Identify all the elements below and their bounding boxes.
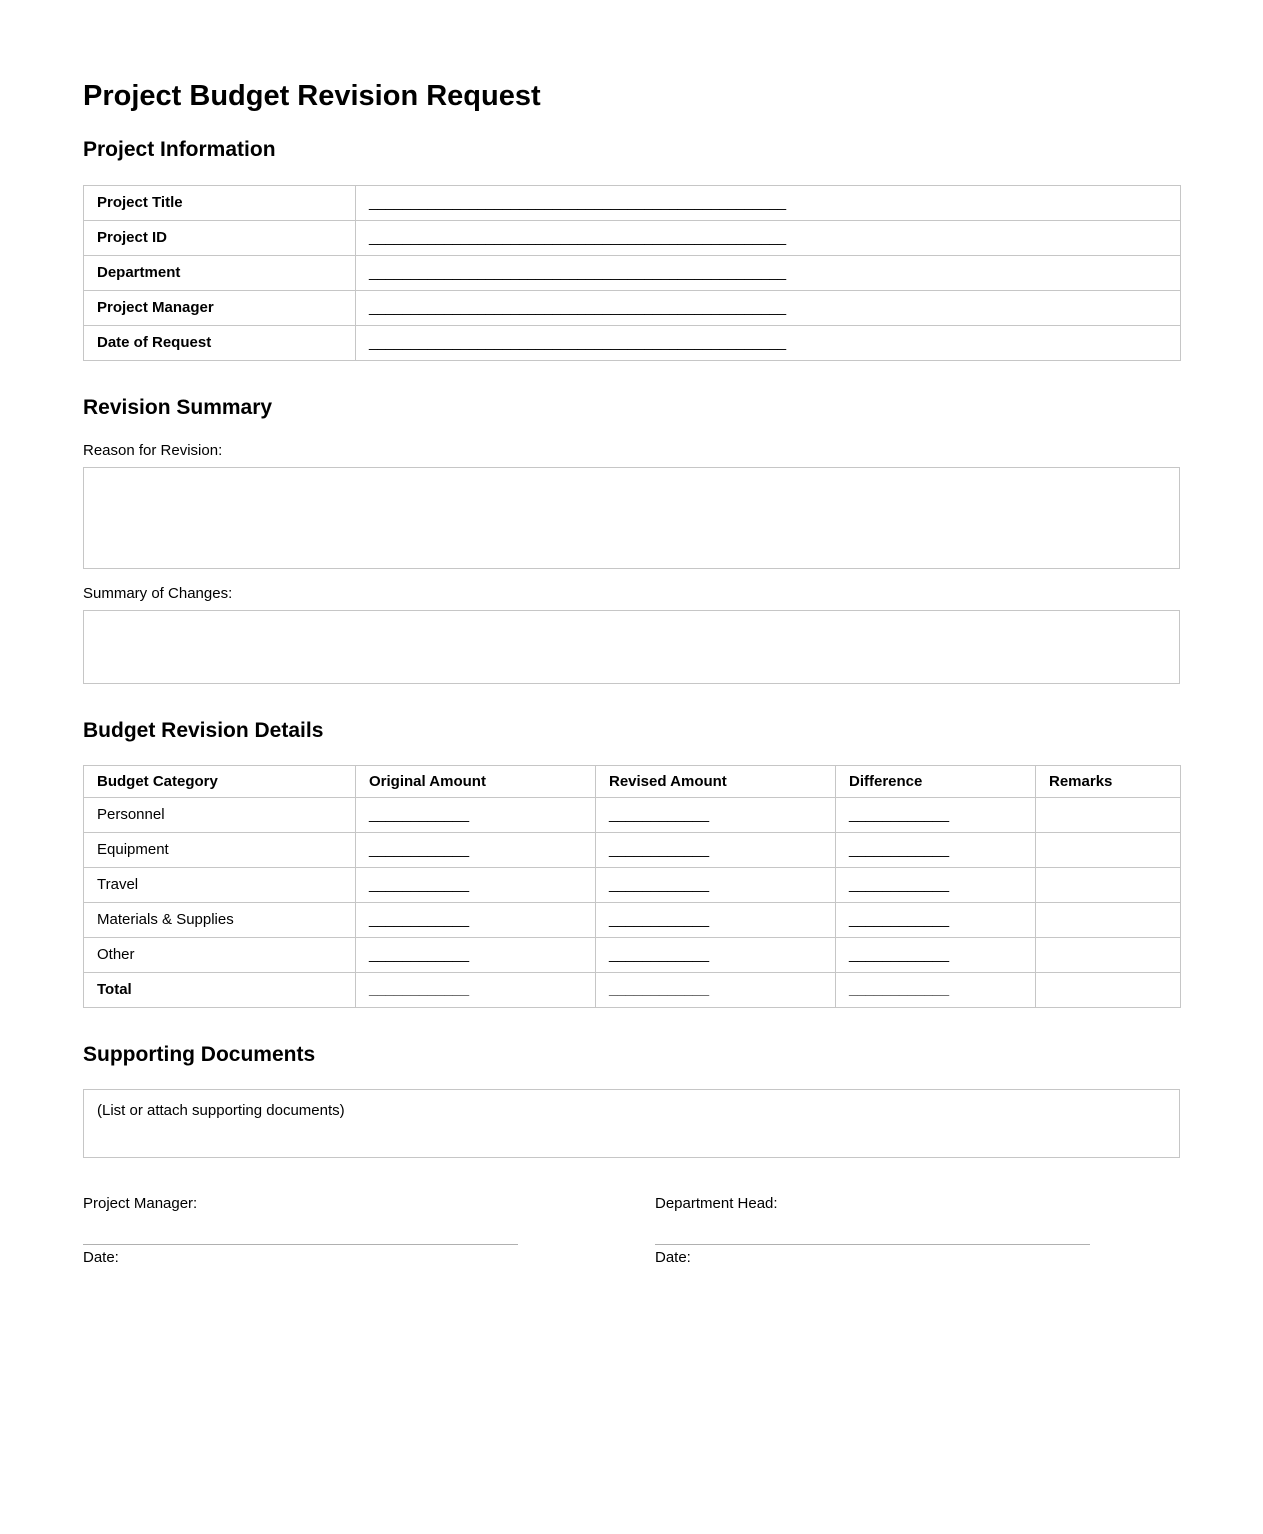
reason-for-revision-textbox[interactable] [83, 467, 1180, 569]
remarks-cell[interactable] [1036, 797, 1181, 832]
remarks-cell[interactable] [1036, 867, 1181, 902]
table-row-equipment [84, 832, 1181, 867]
original-amount-cell[interactable] [356, 797, 596, 832]
blank-line: __________________________________________________ [369, 194, 787, 212]
blank-line: ____________ [369, 911, 470, 929]
column-header-original-amount: Original Amount [356, 765, 596, 797]
column-header-remarks: Remarks [1036, 765, 1181, 797]
table-row [84, 220, 1181, 255]
supporting-documents-placeholder: (List or attach supporting documents) [97, 1102, 345, 1120]
blank-line: ____________ [609, 946, 710, 964]
category-cell: Other [84, 937, 356, 972]
blank-line: ____________ [609, 911, 710, 929]
table-row [84, 185, 1181, 220]
signature-line[interactable] [655, 1244, 1090, 1245]
column-header-difference: Difference [836, 765, 1036, 797]
table-header-row [84, 765, 1181, 797]
revised-amount-cell[interactable] [596, 832, 836, 867]
project-information-table [83, 185, 1181, 361]
revised-amount-cell[interactable] [596, 937, 836, 972]
project-manager-label: Project Manager [84, 290, 356, 325]
column-header-revised-amount: Revised Amount [596, 765, 836, 797]
document-title: Project Budget Revision Request [83, 80, 541, 112]
remarks-cell[interactable] [1036, 972, 1181, 1007]
table-row-travel [84, 867, 1181, 902]
original-amount-cell[interactable] [356, 867, 596, 902]
blank-line: __________________________________________________ [369, 264, 787, 282]
difference-cell[interactable] [836, 797, 1036, 832]
date-of-request-label: Date of Request [84, 325, 356, 360]
signature-column-department-head [655, 1195, 1090, 1267]
date-label: Date: [83, 1249, 119, 1267]
section-heading-project-information: Project Information [83, 138, 276, 162]
category-cell: Travel [84, 867, 356, 902]
date-label: Date: [655, 1249, 691, 1267]
department-head-signature-label: Department Head: [655, 1195, 778, 1213]
blank-line: ____________ [369, 981, 470, 999]
category-cell: Equipment [84, 832, 356, 867]
section-heading-budget-revision-details: Budget Revision Details [83, 718, 324, 742]
summary-of-changes-textbox[interactable] [83, 610, 1180, 684]
difference-cell[interactable] [836, 937, 1036, 972]
revised-amount-cell[interactable] [596, 867, 836, 902]
table-row-materials-supplies [84, 902, 1181, 937]
difference-cell[interactable] [836, 832, 1036, 867]
original-amount-total-cell[interactable] [356, 972, 596, 1007]
blank-line: ____________ [369, 841, 470, 859]
blank-line: ____________ [609, 876, 710, 894]
table-row [84, 325, 1181, 360]
project-id-label: Project ID [84, 220, 356, 255]
blank-line: ____________ [849, 981, 950, 999]
date-of-request-field[interactable] [356, 325, 1181, 360]
original-amount-cell[interactable] [356, 832, 596, 867]
signature-block [83, 1195, 1180, 1267]
section-heading-supporting-documents: Supporting Documents [83, 1042, 316, 1066]
revised-amount-total-cell[interactable] [596, 972, 836, 1007]
blank-line: ____________ [609, 806, 710, 824]
blank-line: __________________________________________________ [369, 299, 787, 317]
remarks-cell[interactable] [1036, 832, 1181, 867]
project-id-field[interactable] [356, 220, 1181, 255]
signature-line[interactable] [83, 1244, 518, 1245]
section-heading-revision-summary: Revision Summary [83, 395, 273, 419]
column-header-budget-category: Budget Category [84, 765, 356, 797]
reason-for-revision-label: Reason for Revision: [83, 441, 223, 459]
blank-line: ____________ [849, 841, 950, 859]
table-row [84, 290, 1181, 325]
difference-cell[interactable] [836, 867, 1036, 902]
revised-amount-cell[interactable] [596, 902, 836, 937]
budget-revision-table [83, 765, 1181, 1008]
blank-line: ____________ [369, 946, 470, 964]
project-manager-signature-label: Project Manager: [83, 1195, 198, 1213]
project-title-label: Project Title [84, 185, 356, 220]
department-field[interactable] [356, 255, 1181, 290]
blank-line: ____________ [609, 841, 710, 859]
table-row-personnel [84, 797, 1181, 832]
blank-line: ____________ [609, 981, 710, 999]
table-row-total [84, 972, 1181, 1007]
table-row-other [84, 937, 1181, 972]
difference-total-cell[interactable] [836, 972, 1036, 1007]
project-manager-field[interactable] [356, 290, 1181, 325]
blank-line: ____________ [369, 806, 470, 824]
original-amount-cell[interactable] [356, 937, 596, 972]
project-title-field[interactable] [356, 185, 1181, 220]
department-label: Department [84, 255, 356, 290]
blank-line: ____________ [369, 876, 470, 894]
summary-of-changes-label: Summary of Changes: [83, 584, 233, 602]
revised-amount-cell[interactable] [596, 797, 836, 832]
signature-column-project-manager [83, 1195, 518, 1267]
remarks-cell[interactable] [1036, 902, 1181, 937]
category-cell: Personnel [84, 797, 356, 832]
table-row [84, 255, 1181, 290]
blank-line: ____________ [849, 911, 950, 929]
blank-line: ____________ [849, 876, 950, 894]
blank-line: __________________________________________________ [369, 229, 787, 247]
category-cell-total: Total [84, 972, 356, 1007]
original-amount-cell[interactable] [356, 902, 596, 937]
category-cell: Materials & Supplies [84, 902, 356, 937]
supporting-documents-box[interactable] [83, 1089, 1180, 1158]
blank-line: ____________ [849, 946, 950, 964]
blank-line: ____________ [849, 806, 950, 824]
remarks-cell[interactable] [1036, 937, 1181, 972]
difference-cell[interactable] [836, 902, 1036, 937]
blank-line: __________________________________________________ [369, 334, 787, 352]
